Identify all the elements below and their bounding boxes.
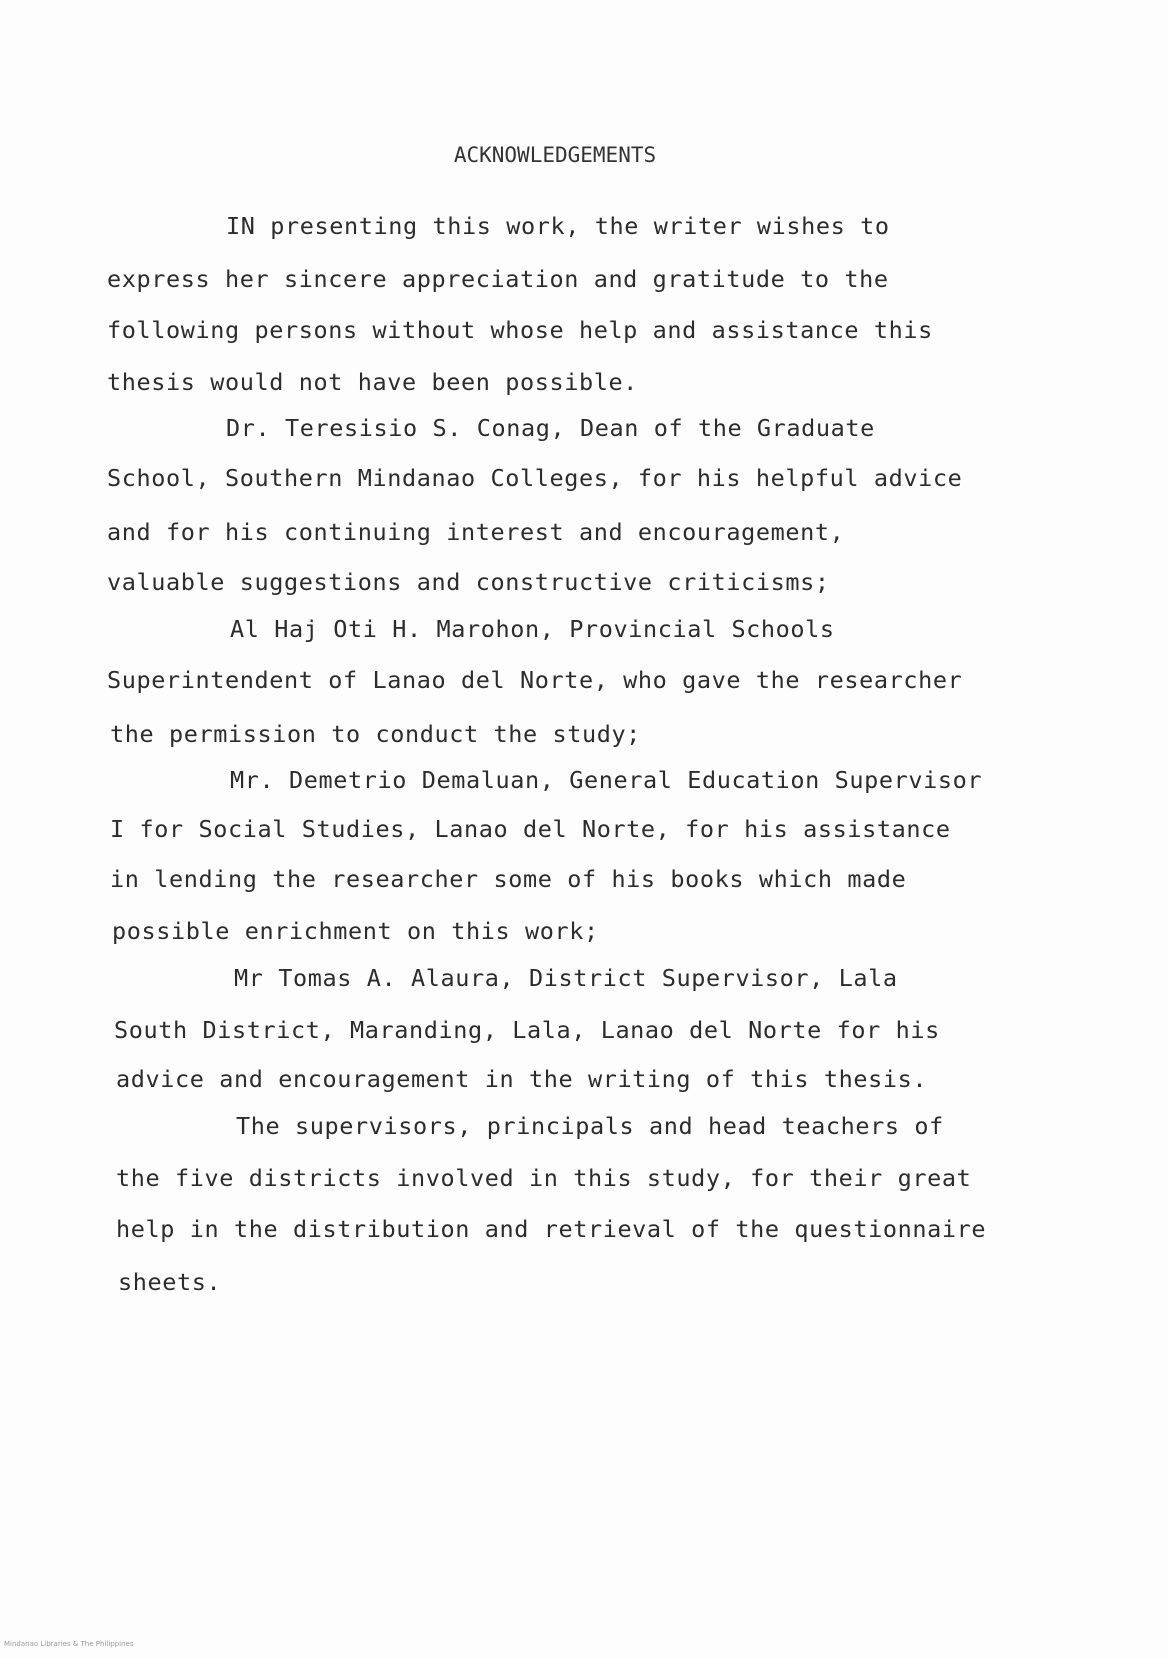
- paragraph-line: the permission to conduct the study;: [110, 720, 641, 748]
- paragraph-line: Mr Tomas A. Alaura, District Supervisor, Lala: [234, 964, 898, 992]
- paragraph-line: thesis would not have been possible.: [107, 368, 638, 396]
- paragraph-line: and for his continuing interest and encouragement,: [107, 518, 845, 546]
- paragraph-line: I for Social Studies, Lanao del Norte, for his assistance: [110, 815, 951, 843]
- paragraph-line: in lending the researcher some of his books which made: [110, 865, 907, 893]
- paragraph-line: The supervisors, principals and head teachers of: [236, 1112, 944, 1140]
- paragraph-line: valuable suggestions and constructive criticisms;: [107, 568, 830, 596]
- paragraph-line: following persons without whose help and assistance this: [107, 316, 933, 344]
- paragraph-line: express her sincere appreciation and gratitude to the: [107, 265, 889, 293]
- paragraph-line: the five districts involved in this study, for their great: [116, 1164, 972, 1192]
- paragraph-line: Superintendent of Lanao del Norte, who gave the researcher: [107, 666, 963, 694]
- paragraph-line: help in the distribution and retrieval of the questionnaire: [116, 1215, 987, 1243]
- paragraph-line: advice and encouragement in the writing of this thesis.: [116, 1065, 928, 1093]
- paragraph-line: IN presenting this work, the writer wishes to: [226, 212, 890, 240]
- paragraph-line: sheets.: [118, 1268, 222, 1296]
- paragraph-line: School, Southern Mindanao Colleges, for his helpful advice: [107, 464, 963, 492]
- paragraph-line: Mr. Demetrio Demaluan, General Education Supervisor: [230, 766, 983, 794]
- page-title: ACKNOWLEDGEMENTS: [453, 143, 657, 167]
- paragraph-line: possible enrichment on this work;: [112, 917, 599, 945]
- scan-footer: Mindanao Libraries & The Philippines: [4, 1640, 134, 1648]
- paragraph-line: Dr. Teresisio S. Conag, Dean of the Graduate: [226, 414, 875, 442]
- paragraph-line: Al Haj Oti H. Marohon, Provincial Schools: [230, 615, 835, 643]
- paragraph-line: South District, Maranding, Lala, Lanao del Norte for his: [114, 1016, 940, 1044]
